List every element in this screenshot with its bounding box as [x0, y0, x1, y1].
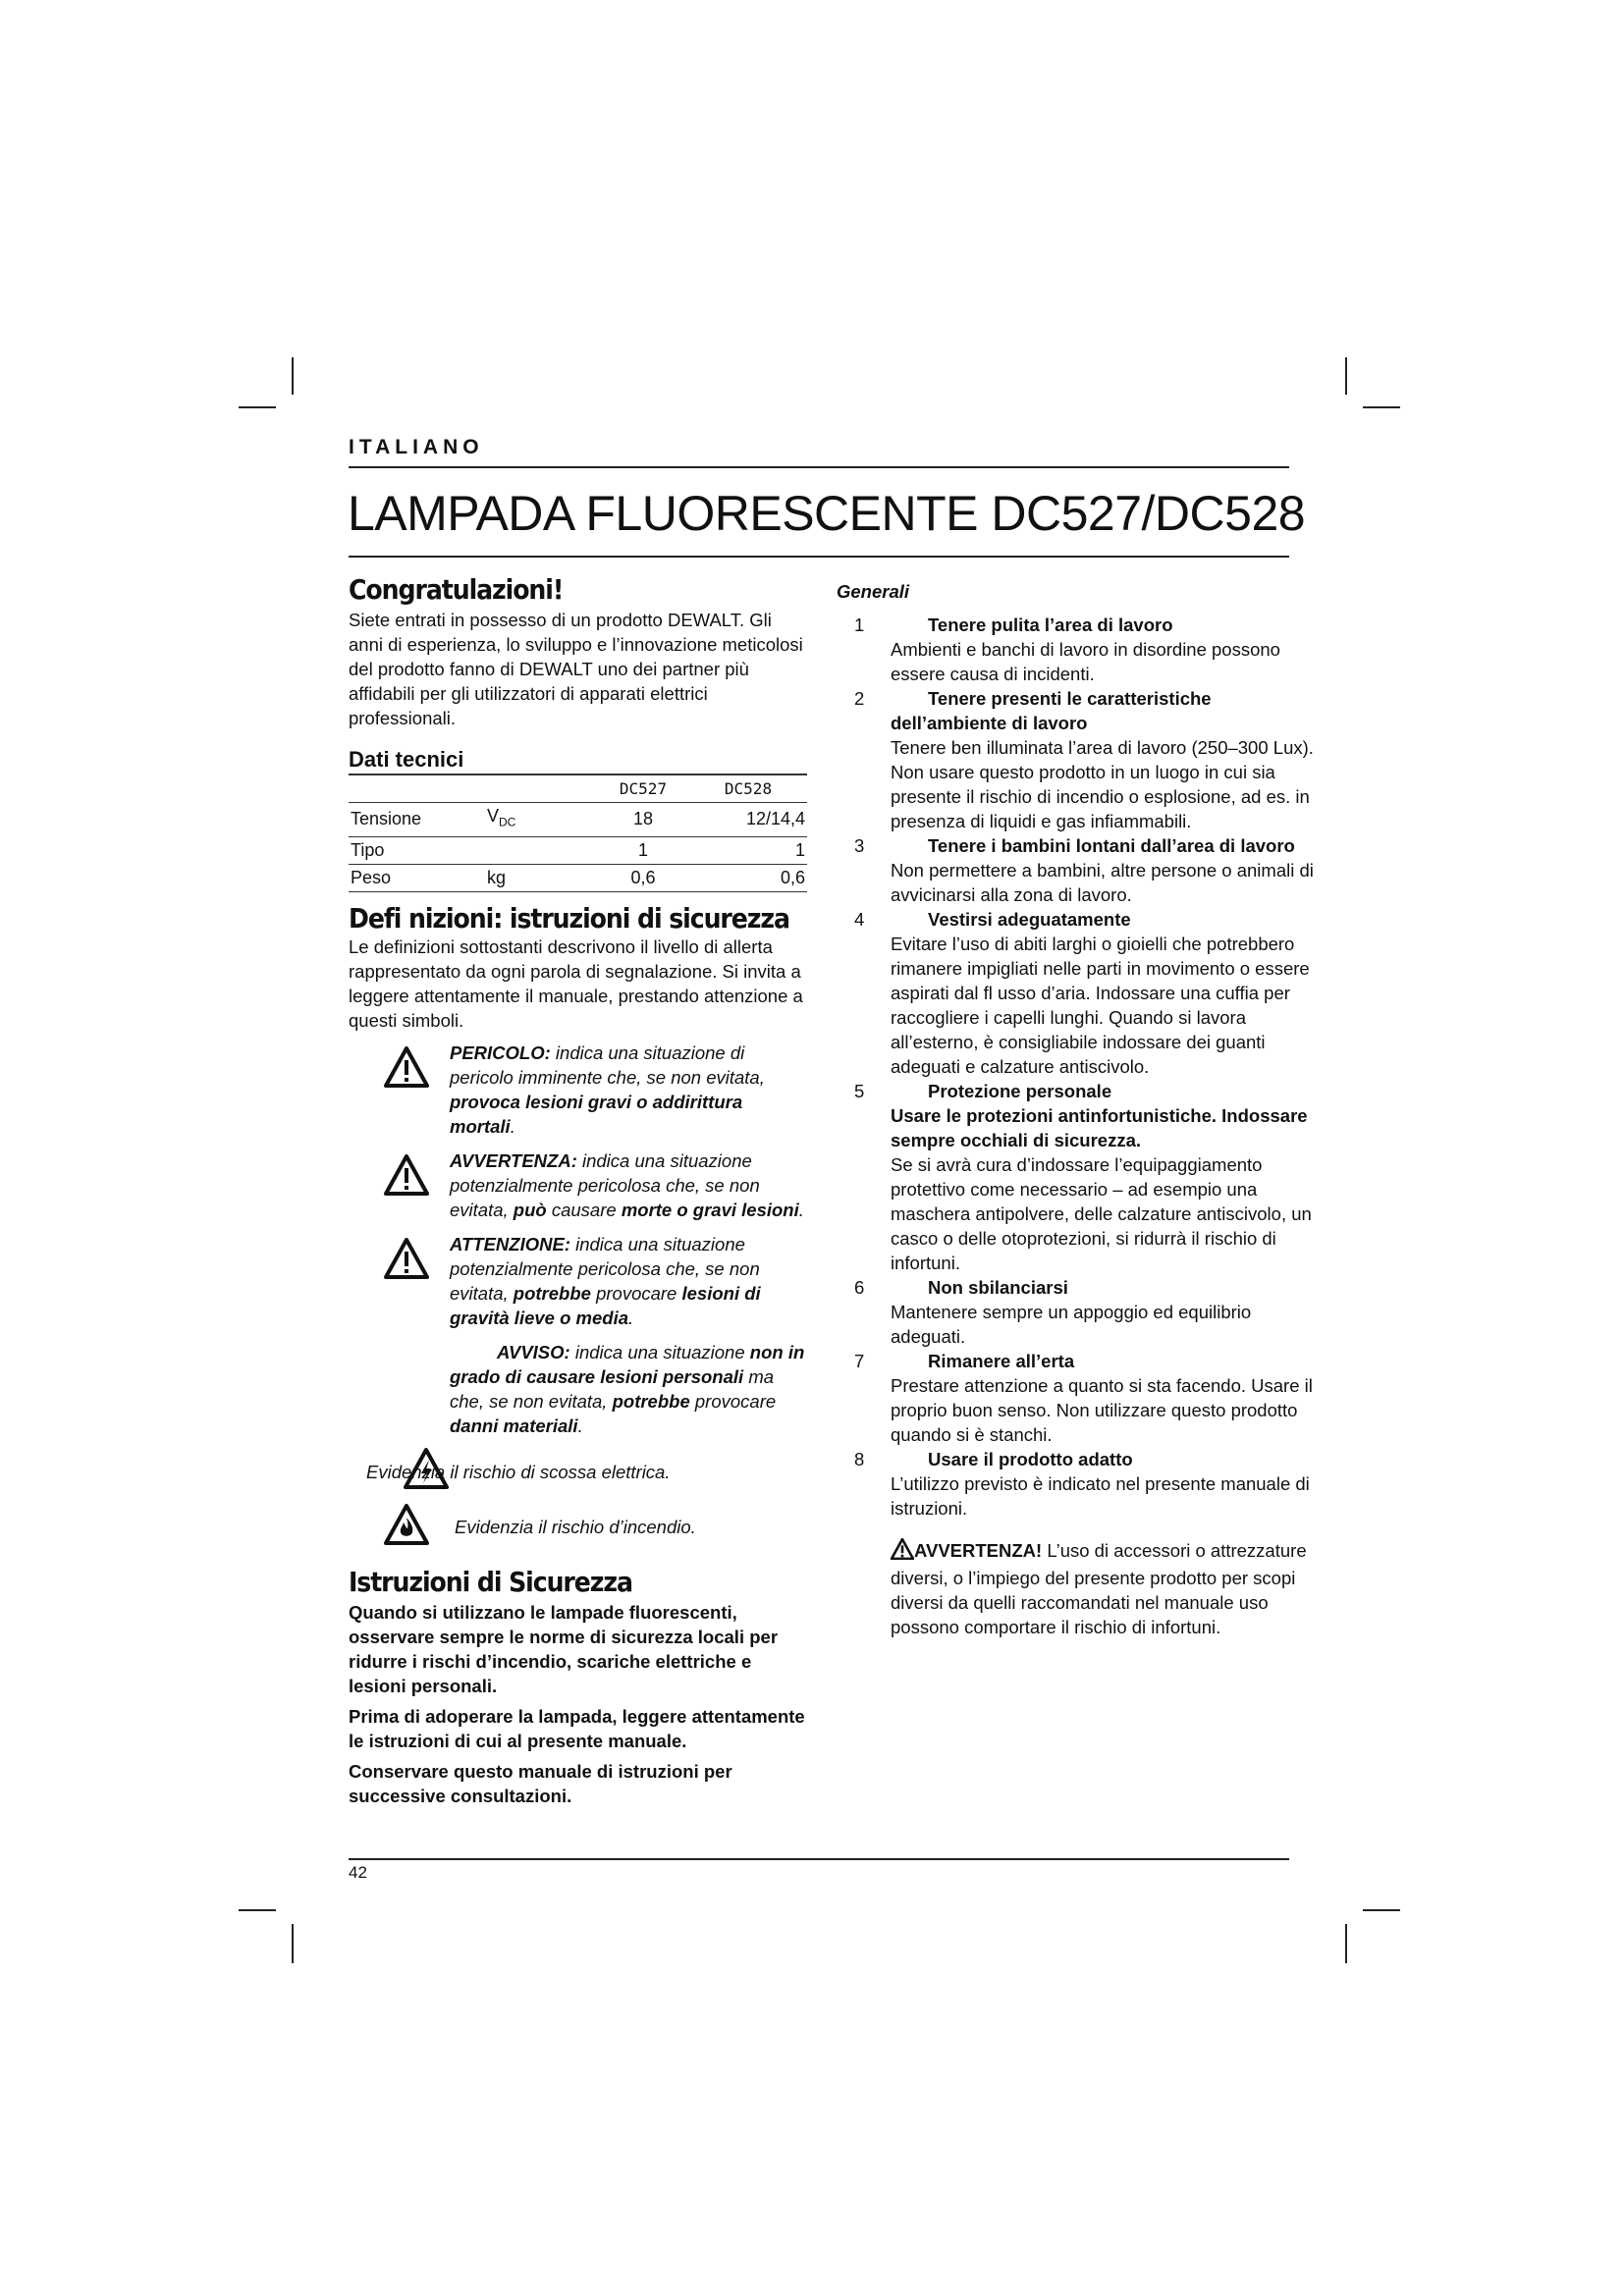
list-item: 4 Vestirsi adeguatamente Evitare l’uso di abiti larghi o gioielli che potrebbero rimanere impigliati nelle parti in movimento o essere aspirati dal fl usso d’aria. Indossare una cuffia per raccogliere i capelli lunghi. Quando si lavora all’esterno, è consigliabile indossare dei guanti adeguati e calzature antiscivolo.	[854, 909, 1310, 1077]
page-title: LAMPADA FLUORESCENTE DC527/DC528	[348, 486, 1306, 541]
language-label: ITALIANO	[349, 436, 484, 458]
attenzione-warning: ATTENZIONE: indica una situazione potenzialmente pericolosa che, se non evitata, potrebbe provocare lesioni di gravità lieve o media.	[349, 1232, 810, 1330]
title-rule	[349, 556, 1289, 558]
crop-mark	[1363, 406, 1400, 408]
left-column	[349, 573, 810, 1808]
tech-label: Tipo	[349, 836, 485, 864]
list-item: 7 Rimanere all’erta Prestare attenzione a quanto si sta facendo. Usare il proprio buon senso. Non utilizzare questo prodotto quando si è stanchi.	[854, 1351, 1313, 1445]
fire-hazard-icon	[384, 1503, 429, 1552]
definitions-heading: Defi nizioni: istruzioni di sicurezza	[349, 901, 789, 934]
safety-paragraph-2: Prima di adoperare la lampada, leggere attentamente le istruzioni di cui al presente manuale.	[349, 1705, 805, 1751]
safety-heading: Istruzioni di Sicurezza	[349, 1565, 632, 1598]
avvertenza-warning: AVVERTENZA: indica una situazione potenzialmente pericolosa che, se non evitata, può causare morte o gravi lesioni.	[349, 1148, 810, 1222]
accessories-warning: AVVERTENZA! L’uso di accessori o attrezzature diversi, o l’impiego del presente prodotto per scopi diversi da quelli raccomandati nel manuale uso possono comportare il rischio di infortuni.	[891, 1540, 1307, 1637]
tech-col-dc528: DC528	[689, 774, 807, 803]
shock-hazard	[349, 1448, 810, 1493]
warning-triangle-icon	[384, 1238, 429, 1285]
list-item: 1 Tenere pulita l’area di lavoro Ambienti e banchi di lavoro in disordine possono essere causa di incidenti.	[854, 614, 1280, 684]
shock-hazard-text: Evidenzia il rischio di scossa elettrica.	[366, 1461, 671, 1482]
tech-unit: $V_{DC}$	[485, 803, 597, 837]
table-row	[349, 836, 807, 864]
avviso-notice: AVVISO: indica una situazione non in grado di causare lesioni personali ma che, se non evitata, potrebbe provocare danni materiali.	[450, 1341, 805, 1436]
tech-unit: kg	[485, 864, 597, 891]
tech-label: Tensione	[349, 803, 485, 837]
pericolo-warning: PERICOLO: indica una situazione di pericolo imminente che, se non evitata, provoca lesioni gravi o addirittura mortali.	[349, 1041, 810, 1139]
warning-triangle-icon	[384, 1046, 429, 1094]
warning-triangle-icon	[891, 1538, 914, 1566]
list-item: 8 Usare il prodotto adatto L’utilizzo previsto è indicato nel presente manuale di istruzioni.	[854, 1449, 1310, 1519]
right-column	[837, 579, 1318, 1639]
crop-mark	[239, 406, 276, 408]
list-item: 2 Tenere presenti le caratteristiche dell’ambiente di lavoro Tenere ben illuminata l’area di lavoro (250–300 Lux). Non usare questo prodotto in un luogo in cui sia presente il rischio di incendio o esplosione, ad es. in presenza di liquidi e gas infiammabili.	[854, 688, 1314, 831]
fire-hazard-text: Evidenzia il rischio d’incendio.	[455, 1516, 696, 1537]
crop-mark	[292, 357, 294, 395]
crop-mark	[1345, 357, 1347, 395]
congratulations-text: Siete entrati in possesso di un prodotto DEWALT. Gli anni di esperienza, lo sviluppo e l’innovazione meticolosi del prodotto fanno di DEWALT uno dei partner più affidabili per gli utilizzatori di apparati elettrici professionali.	[349, 610, 803, 728]
safety-paragraph-1: Quando si utilizzano le lampade fluorescenti, osservare sempre le norme di sicurezza locali per ridurre i rischi d’incendio, scariche elettriche e lesioni personali.	[349, 1601, 779, 1696]
congratulations-heading: Congratulazioni!	[349, 573, 564, 606]
tech-heading: Dati tecnici	[349, 747, 464, 772]
header-rule	[349, 466, 1289, 468]
safety-paragraph-3: Conservare questo manuale di istruzioni per successive consultazioni.	[349, 1760, 732, 1806]
page-number: 42	[349, 1863, 367, 1882]
crop-mark	[292, 1924, 294, 1963]
tech-unit	[485, 836, 597, 864]
tech-table	[349, 774, 807, 892]
crop-mark	[1363, 1909, 1400, 1911]
crop-mark	[1345, 1924, 1347, 1963]
tech-value-dc527: 1	[597, 836, 689, 864]
footer-rule	[349, 1858, 1289, 1860]
tech-value-dc527: 0,6	[597, 864, 689, 891]
tech-header-row	[349, 774, 807, 803]
tech-label: Peso	[349, 864, 485, 891]
fire-hazard	[349, 1501, 810, 1552]
list-item: 5 Protezione personale Usare le protezioni antinfortunistiche. Indossare sempre occhiali di sicurezza. Se si avrà cura d’indossare l’equipaggiamento protettivo come necessario – ad esempio una maschera antipolvere, delle calzature antiscivolo, un casco o delle otoprotezioni, si ridurrà il rischio di infortuni.	[854, 1081, 1312, 1273]
warning-triangle-icon	[384, 1154, 429, 1201]
crop-mark	[239, 1909, 276, 1911]
tech-value-dc527: 18	[597, 803, 689, 837]
table-row	[349, 864, 807, 891]
list-item: 6 Non sbilanciarsi Mantenere sempre un appoggio ed equilibrio adeguati.	[854, 1277, 1252, 1347]
tech-value-dc528: 12/14,4	[689, 803, 807, 837]
table-row	[349, 803, 807, 837]
tech-value-dc528: 0,6	[689, 864, 807, 891]
tech-col-dc527: DC527	[597, 774, 689, 803]
definitions-text: Le definizioni sottostanti descrivono il livello di allerta rappresentato da ogni parola di segnalazione. Si invita a leggere attentamente il manuale, prestando attenzione a questi simboli.	[349, 935, 803, 1031]
general-heading: Generali	[837, 581, 910, 602]
tech-value-dc528: 1	[689, 836, 807, 864]
list-item: 3 Tenere i bambini lontani dall’area di lavoro Non permettere a bambini, altre persone o animali di avvicinarsi alla zona di lavoro.	[854, 835, 1314, 905]
